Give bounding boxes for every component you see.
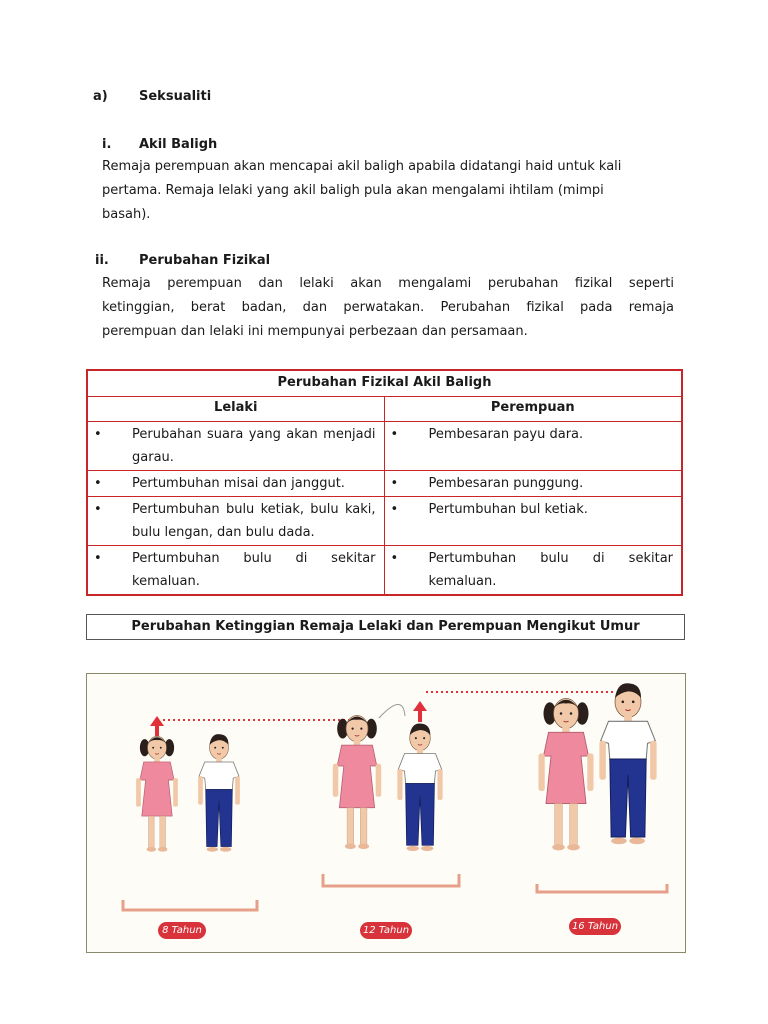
column-header-lelaki: Lelaki [88,397,385,421]
cell-line: Pertumbuhan bulu ketiak, bulu kaki, [132,502,376,517]
sub2-marker: ii. [95,253,109,268]
cell-line: Pertumbuhan bulu di sekitar [132,551,376,566]
table-row [88,545,681,594]
section-marker: a) [93,89,108,104]
bullet: • [390,427,399,442]
cell-line: bulu lengan, dan bulu dada. [132,525,315,540]
table-row [88,421,681,470]
figure-caption: Perubahan Ketinggian Remaja Lelaki dan Perempuan Mengikut Umur [86,614,685,640]
bullet: • [94,476,102,491]
physical-changes-table [86,369,683,596]
sub2-paragraph [102,272,674,344]
table-row [88,496,681,545]
section-title: Seksualiti [139,89,212,104]
sub2-line: ketinggian, berat badan, dan perwatakan. Perubahan fizikal pada remaja [102,300,674,315]
sub2-line: Remaja perempuan dan lelaki akan mengalami perubahan fizikal seperti [102,276,674,291]
age-label-12: 12 Tahun [360,922,412,939]
table-row [88,470,681,496]
cell-line: garau. [132,450,174,465]
bullet: • [94,551,102,566]
sub2-title: Perubahan Fizikal [139,253,271,268]
cell-line: Pertumbuhan bul ketiak. [428,502,588,517]
bullet: • [94,502,102,517]
sub1-title: Akil Baligh [139,137,218,152]
bullet: • [94,427,102,442]
cell-line: Pertumbuhan misai dan janggut. [132,476,345,491]
cell-line: Perubahan suara yang akan menjadi [132,427,376,442]
sub1-line: basah). [102,207,151,222]
cell-line: Pertumbuhan bulu di sekitar [428,551,673,566]
sub1-marker: i. [102,137,112,152]
sub1-line: Remaja perempuan akan mencapai akil baligh apabila didatangi haid untuk kali [102,159,622,174]
bullet: • [390,476,399,491]
bullet: • [390,551,399,566]
cell-line: kemaluan. [132,574,200,589]
age-label-16: 16 Tahun [569,918,621,935]
cell-line: kemaluan. [428,574,497,589]
table-title: Perubahan Fizikal Akil Baligh [277,375,492,390]
cell-line: Pembesaran punggung. [428,476,584,491]
height-illustration-svg [87,674,685,952]
age-label-8: 8 Tahun [158,922,206,939]
sub1-line: pertama. Remaja lelaki yang akil baligh pula akan mengalami ihtilam (mimpi [102,183,604,198]
bullet: • [390,502,399,517]
height-illustration [86,673,686,953]
cell-line: Pembesaran payu dara. [428,427,584,442]
sub1-paragraph [102,155,674,227]
column-header-perempuan: Perempuan [490,400,575,415]
sub2-line: perempuan dan lelaki ini mempunyai perbezaan dan persamaan. [102,324,528,339]
